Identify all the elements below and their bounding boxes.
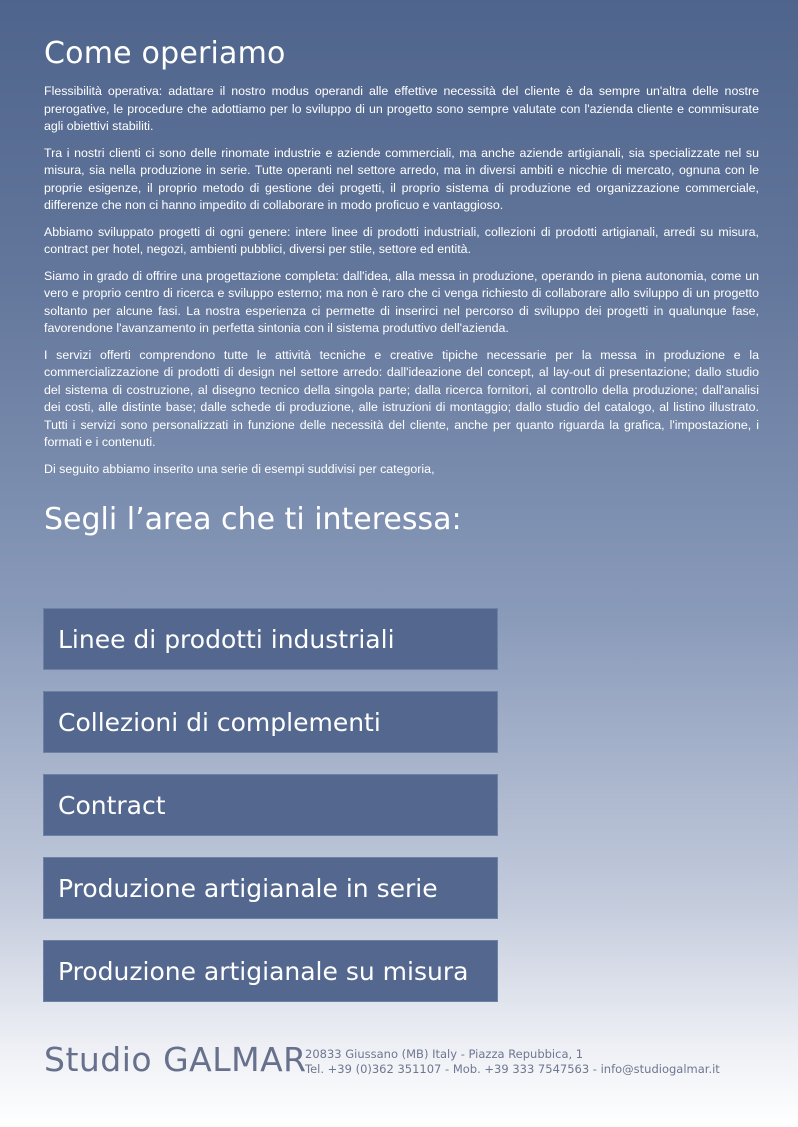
contact-line: Tel. +39 (0)362 351107 - Mob. +39 333 7547563 - info@studiogalmar.it [305, 1062, 720, 1076]
category-list [43, 608, 498, 1023]
paragraph: Abbiamo sviluppato progetti di ogni genere: intere linee di prodotti industriali, collezioni di prodotti artigianali, arredi su misura, contract per hotel, negozi, ambienti pubblici, diversi per stile, settore ed entità. [44, 224, 759, 256]
address-line: 20833 Giussano (MB) Italy - Piazza Repubbica, 1 [305, 1047, 584, 1061]
category-button-su-misura[interactable]: Produzione artigianale su misura [43, 940, 498, 1002]
category-button-contract[interactable]: Contract [43, 774, 498, 836]
category-heading: Segli l’area che ti interessa: [44, 502, 462, 537]
main-content [44, 36, 759, 537]
paragraph: I servizi offerti comprendono tutte le attività tecniche e creative tipiche necessarie per la messa in produzione e la commercializzazione di prodotti di design nel settore arredo: dall'ideazione del concept, al lay-out di presentazione; dallo studio del sistema di costruzione, al disegno tecnico della singola parte; dalla ricerca fornitori, al controllo della produzione; dall'analisi dei costi, alle distinte base; dalle schede di produzione, alle istruzioni di montaggio; dallo studio del catalogo, al listino illustrato. Tutti i servizi sono personalizzati in funzione delle necessità del cliente, anche per quanto riguarda la grafica, l'impostazione, i formati e i contenuti. [44, 347, 759, 449]
contact-info [305, 1047, 720, 1077]
page-title: Come operiamo [44, 36, 286, 71]
brand-logo: Studio GALMAR [44, 1040, 307, 1079]
paragraph: Tra i nostri clienti ci sono delle rinomate industrie e aziende commerciali, ma anche aziende artigianali, sia specializzate nel su misura, sia nella produzione in serie. Tutte operanti nel settore arredo, ma in diversi ambiti e nicchie di mercato, ognuna con le proprie esigenze, il proprio metodo di gestione dei progetti, il proprio sistema di produzione ed organizzazione commerciale, differenze che non ci hanno impedito di collaborare in modo proficuo e vantaggioso. [44, 145, 759, 212]
intro-text [44, 83, 759, 478]
category-button-complementi[interactable]: Collezioni di complementi [43, 691, 498, 753]
category-button-serie[interactable]: Produzione artigianale in serie [43, 857, 498, 919]
category-button-industriali[interactable]: Linee di prodotti industriali [43, 608, 498, 670]
paragraph: Di seguito abbiamo inserito una serie di esempi suddivisi per categoria, [44, 461, 435, 476]
paragraph: Siamo in grado di offrire una progettazione completa: dall'idea, alla messa in produzione, operando in piena autonomia, come un vero e proprio centro di ricerca e sviluppo esterno; ma non è raro che ci venga richiesto di collaborare allo sviluppo di un progetto soltanto per alcune fasi. La nostra esperienza ci permette di inserirci nel percorso di sviluppo dei progetti in qualunque fase, favorendone l'avanzamento in perfetta sintonia con il sistema produttivo dell'azienda. [44, 268, 759, 335]
paragraph: Flessibilità operativa: adattare il nostro modus operandi alle effettive necessità del cliente è da sempre un'altra delle nostre prerogative, le procedure che adottiamo per lo sviluppo di un progetto sono sempre valutate con l'azienda cliente e commisurate agli obiettivi stabiliti. [44, 84, 759, 133]
